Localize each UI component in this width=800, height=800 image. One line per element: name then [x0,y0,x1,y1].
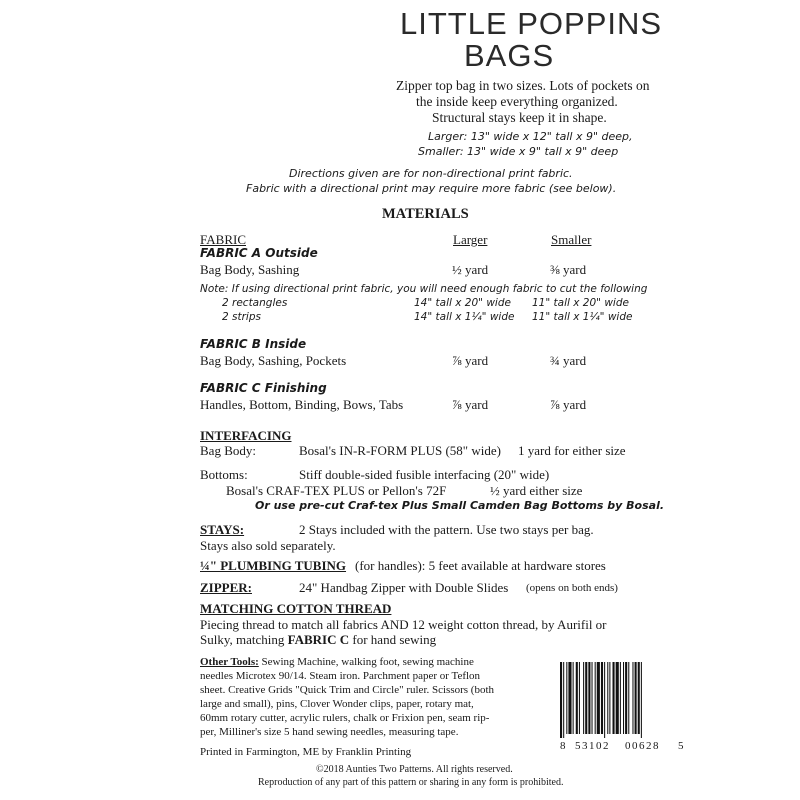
note-r1-label: 2 rectangles [222,297,288,309]
tools-l1: Sewing Machine, walking foot, sewing machine [258,656,474,668]
intro-line2: the inside keep everything organized. [416,94,618,109]
title-line2: BAGS [464,38,555,73]
size-larger: Larger: 13" wide x 12" tall x 9" deep, [428,130,633,143]
note-r2-larger: 14" tall x 1¼" wide [414,311,515,323]
barcode-bar [583,662,584,734]
bag-body-text: Bosal's IN-R-FORM PLUS (58" wide) [299,443,501,458]
fabric-b-larger: ⅞ yard [452,353,489,368]
fabric-c-larger: ⅞ yard [452,397,489,412]
tools-label: Other Tools: [200,656,259,668]
col-larger: Larger [453,232,488,247]
barcode-bar [563,662,564,738]
printed-line: Printed in Farmington, ME by Franklin Printing [200,746,412,758]
barcode-bar [604,662,605,738]
fabric-a-smaller: ⅜ yard [550,262,587,277]
thread-heading: MATCHING COTTON THREAD [200,601,392,616]
barcode-bar [576,662,578,734]
barcode-icon [558,662,682,738]
fabric-c-title: FABRIC C Finishing [200,381,327,395]
barcode-digit1: 8 [560,740,567,752]
note-r2-smaller: 11" tall x 1¼" wide [532,311,633,323]
zipper-text: 24" Handbag Zipper with Double Slides [299,580,509,595]
copyright-line1: ©2018 Aunties Two Patterns. All rights reserved. [316,764,513,775]
fabric-c-item: Handles, Bottom, Binding, Bows, Tabs [200,397,404,412]
materials-heading: MATERIALS [382,206,469,222]
barcode-bar [609,662,610,734]
zipper-label: ZIPPER: [200,580,252,595]
tools-line5: 60mm rotary cutter, acrylic rulers, chalk or Frixion pen, seam rip- [200,712,490,724]
barcode-digits3: 00628 [625,740,660,752]
barcode-bar [635,662,637,734]
intro-line3: Structural stays keep it in shape. [432,110,607,125]
barcode-bar [607,662,608,734]
bag-body-amount: 1 yard for either size [518,443,626,458]
note-line: Note: If using directional print fabric, you will need enough fabric to cut the following [200,283,648,295]
col-smaller: Smaller [551,232,592,247]
fabric-c-smaller: ⅞ yard [550,397,587,412]
thread-line2-a: Sulky, matching [200,632,288,647]
tubing-text: (for handles): 5 feet available at hardware stores [355,558,606,573]
fabric-a-larger: ½ yard [452,262,489,277]
stays-text: 2 Stays included with the pattern. Use two stays per bag. [299,522,594,537]
directions-line1: Directions given are for non-directional print fabric. [289,167,573,180]
interfacing-heading: INTERFACING [200,428,292,443]
tools-line1 [200,656,474,668]
fabric-b-title: FABRIC B Inside [200,337,307,351]
precut-note: Or use pre-cut Craf-tex Plus Small Camden Bag Bottoms by Bosal. [255,499,665,512]
barcode-bar [628,662,629,734]
barcode-bar [620,662,621,734]
barcode-bar [573,662,574,734]
barcode-bar [641,662,642,738]
fabric-b-smaller: ¾ yard [550,353,587,368]
barcode-digits2: 53102 [575,740,610,752]
barcode-bar [588,662,590,734]
tools-line2: needles Microtex 90/14. Steam iron. Parchment paper or Teflon [200,670,481,682]
craftex-text: Bosal's CRAF-TEX PLUS or Pellon's 72F [226,483,447,498]
barcode-bar [592,662,593,734]
tubing-label: ¼" PLUMBING TUBING [200,558,347,573]
bag-body-label: Bag Body: [200,443,256,458]
barcode-bar [566,662,567,734]
stays-label: STAYS: [200,522,245,537]
tools-line6: per, Milliner's size 5 hand sewing needles, measuring tape. [200,726,459,738]
fabric-a-title: FABRIC A Outside [200,246,318,260]
note-r1-larger: 14" tall x 20" wide [414,297,511,309]
intro-line1: Zipper top bag in two sizes. Lots of pockets on [396,78,650,93]
directions-line2: Fabric with a directional print may require more fabric (see below). [246,182,617,195]
barcode-bar [595,662,596,734]
barcode-bar [616,662,619,734]
fabric-b-item: Bag Body, Sashing, Pockets [200,353,347,368]
barcode-bar [601,662,603,734]
tools-line3: sheet. Creative Grids "Quick Trim and Circle" ruler. Scissors (both [200,684,495,696]
thread-line1: Piecing thread to match all fabrics AND 12 weight cotton thread, by Aurifil or [200,617,607,632]
barcode-bar [623,662,624,734]
thread-line2-c: for hand sewing [349,632,437,647]
bottoms-text: Stiff double-sided fusible interfacing (20" wide) [299,467,550,482]
barcode-bar [585,662,587,734]
barcode-digit4: 5 [678,740,684,752]
barcode-bar [625,662,627,734]
fabric-a-item: Bag Body, Sashing [200,262,300,277]
craftex-amount: ½ yard either size [490,483,583,498]
note-r1-smaller: 11" tall x 20" wide [532,297,629,309]
fabric-heading: FABRIC [200,232,246,247]
size-smaller: Smaller: 13" wide x 9" tall x 9" deep [418,145,619,158]
barcode-bar [638,662,640,734]
bottoms-label: Bottoms: [200,467,248,482]
barcode-bar [568,662,571,734]
thread-line2-fabric-c: FABRIC C [287,632,350,647]
thread-line2 [200,632,436,648]
tools-line4: large and small), pins, Clover Wonder clips, paper, rotary mat, [200,698,474,710]
copyright-line2: Reproduction of any part of this pattern or sharing in any form is prohibited. [258,777,564,788]
barcode-bar [579,662,580,734]
note-r2-label: 2 strips [222,311,261,323]
stays-line2: Stays also sold separately. [200,538,336,553]
title-line1: LITTLE POPPINS [400,6,663,41]
barcode-bar [632,662,633,734]
barcode-bar [613,662,615,734]
barcode-bar [597,662,600,734]
zipper-note: (opens on both ends) [526,582,618,594]
barcode-bar [560,662,562,738]
